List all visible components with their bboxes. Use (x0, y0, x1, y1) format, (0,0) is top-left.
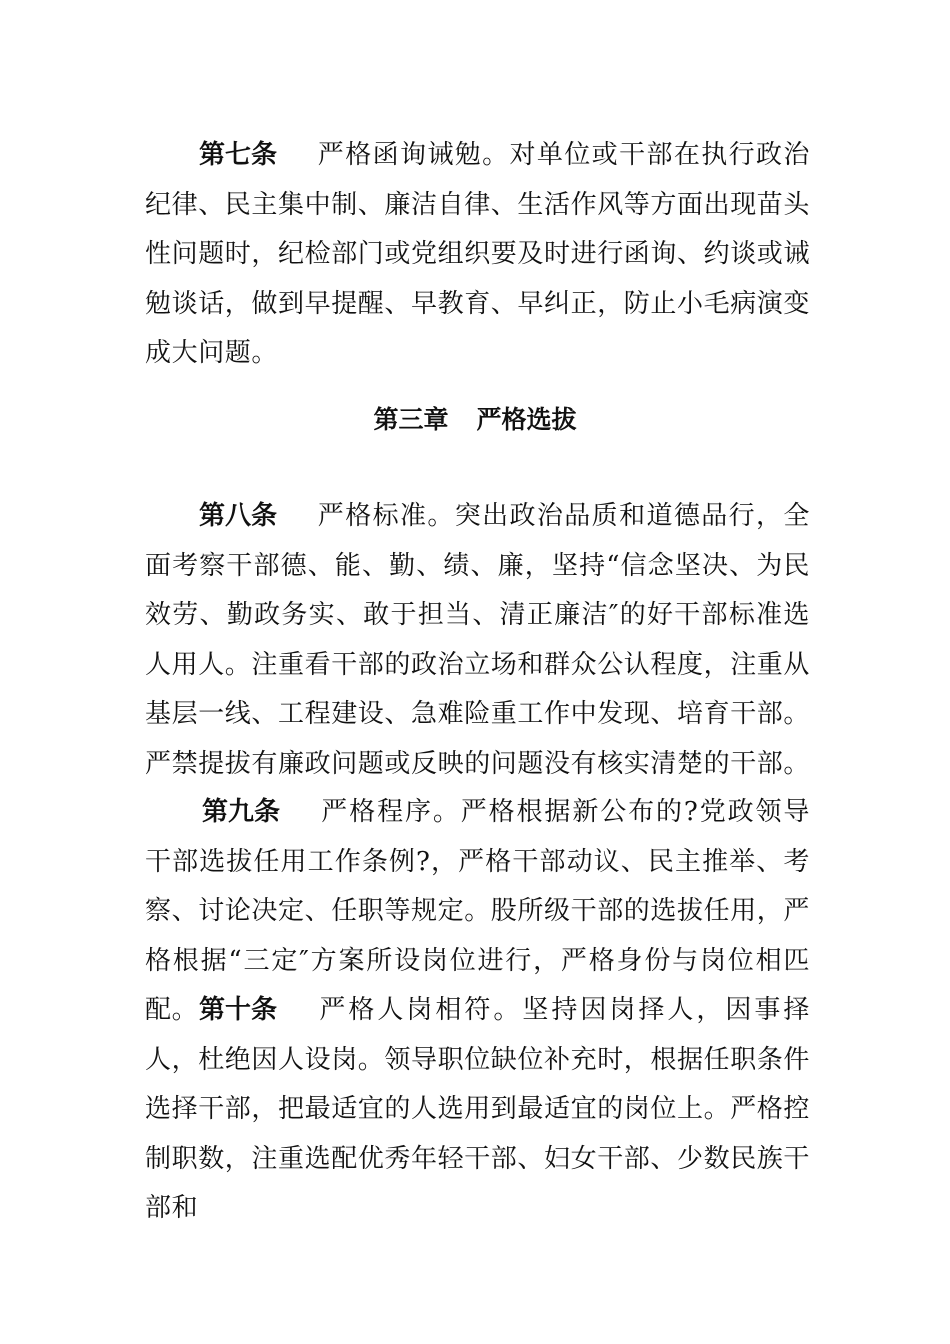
article-7-label: 第七条 (199, 140, 278, 170)
chapter-heading (0, 400, 950, 440)
article-10-label: 第十条 (199, 995, 278, 1025)
article-8-text: 严格标准。突出政治品质和道德品行，全面考察干部德、能、勤、绩、廉，坚持“信念坚决、为民效劳、勤政务实、敢于担当、清正廉洁″的好干部标准选人用人。注重看干部的政治立场和群众公认程度，注重从基层一线、工程建设、急难险重工作中发现、培育干部。严禁提拔有廉政问题或反映的问题没有核实清楚的干部。 (145, 501, 811, 779)
article-9-text: 严格程序。严格根据新公布的?党政领导干部选拔任用工作条例?，严格干部动议、民主推举、考察、讨论决定、任职等规定。股所级干部的选拔任用，严格根据“三定″方案所设岗位进行，严格身份与岗位相匹配。 (145, 797, 811, 1025)
chapter-title: 严格选拔 (476, 405, 577, 434)
article-8 (145, 492, 810, 789)
article-10-text: 严格人岗相符。坚持因岗择人，因事择人，杜绝因人设岗。领导职位缺位补充时，根据任职条件选择干部，把最适宜的人选用到最适宜的岗位上。严格控制职数，注重选配优秀年轻干部、妇女干部、少数民族干部和 (145, 995, 811, 1223)
article-8-label: 第八条 (199, 501, 278, 531)
article-7-text: 严格函询诫勉。对单位或干部在执行政治纪律、民主集中制、廉洁自律、生活作风等方面出现苗头性问题时，纪检部门或党组织要及时进行函询、约谈或诫勉谈话，做到早提醒、早教育、早纠正，防止小毛病演变成大问题。 (145, 140, 811, 368)
article-10 (145, 986, 810, 1234)
article-9-label: 第九条 (202, 797, 281, 827)
article-7 (145, 131, 810, 379)
chapter-number: 第三章 (373, 405, 449, 434)
